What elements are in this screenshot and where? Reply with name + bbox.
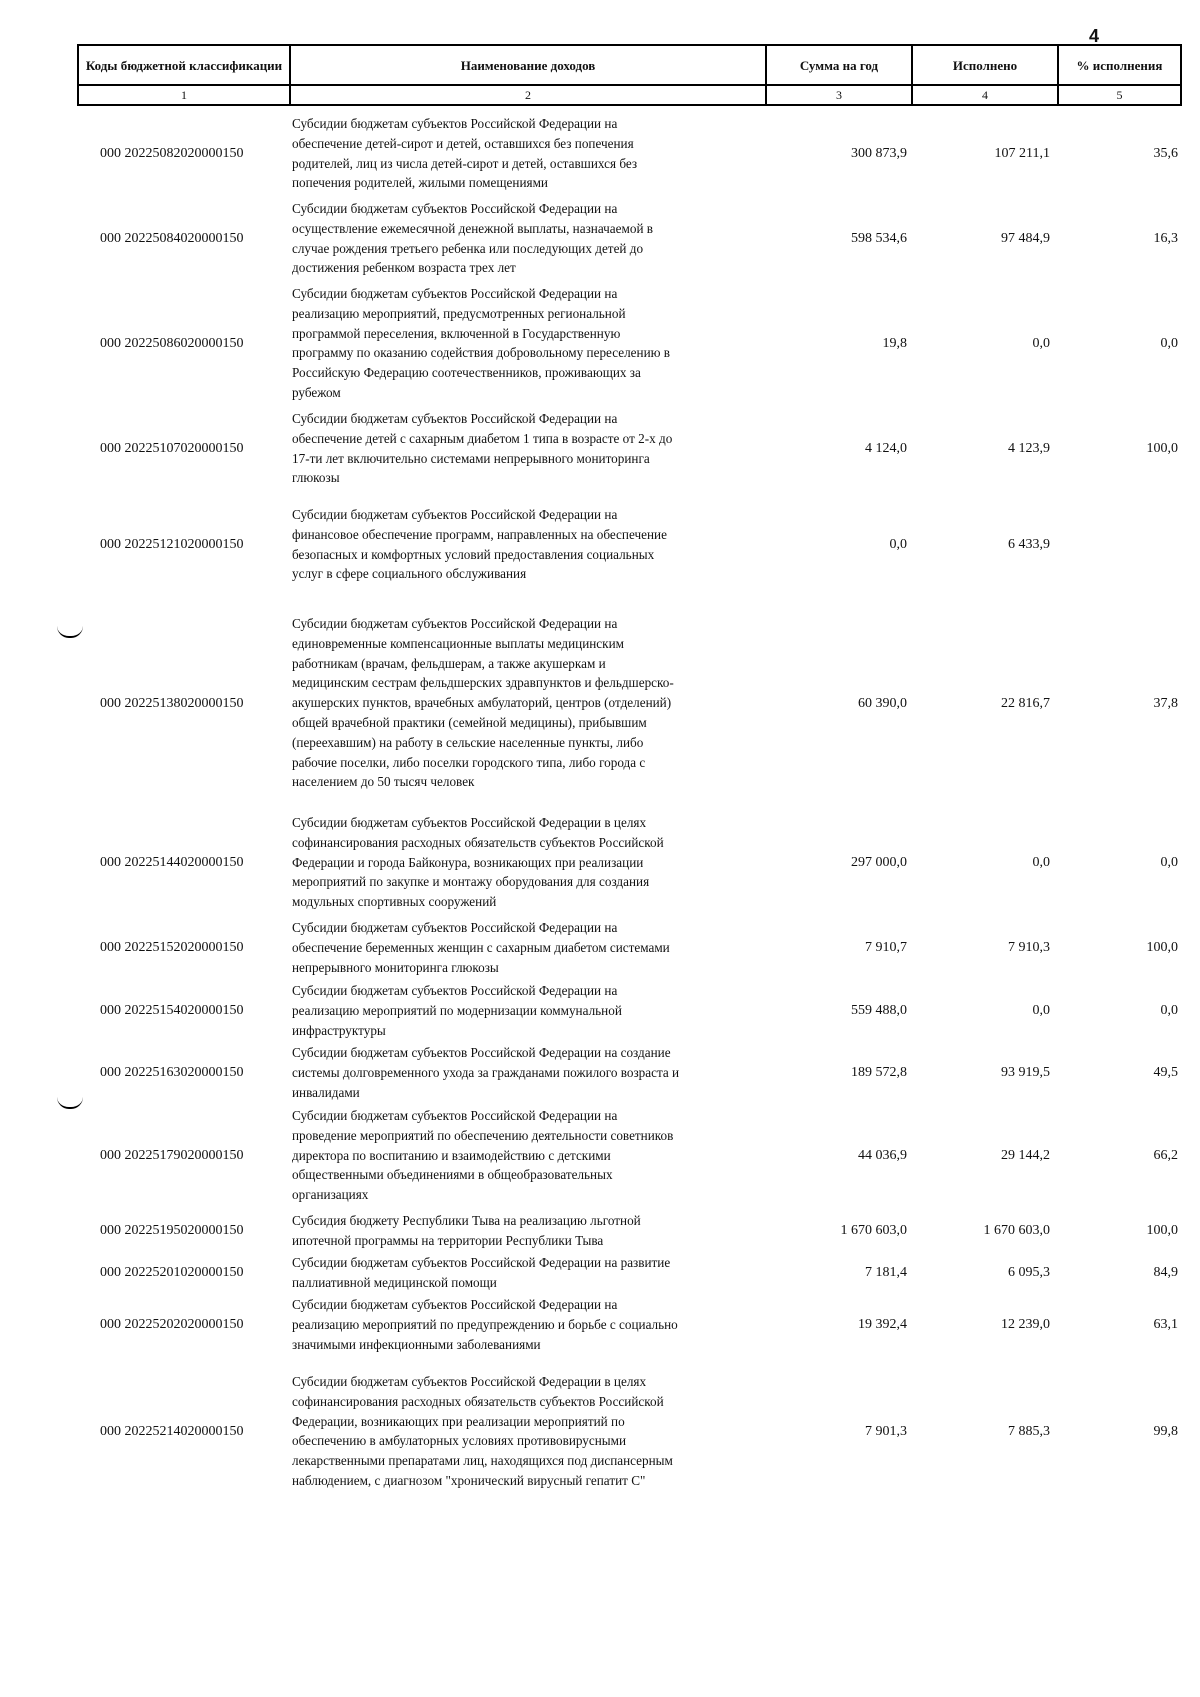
row-done: 0,0 [1032,855,1050,870]
header-num-4: 4 [912,85,1058,105]
header-num-1: 1 [78,85,290,105]
row-name: Субсидия бюджету Республики Тыва на реализацию льготной ипотечной программы на территории Республики Тыва [292,1213,641,1248]
table-row [0,981,1200,1041]
row-code: 000 20225121020000150 [100,537,244,552]
row-name: Субсидии бюджетам субъектов Российской Федерации на создание системы долговременного ухода за гражданами пожилого возраста и инвалидами [292,1045,680,1100]
row-name: Субсидии бюджетам субъектов Российской Федерации на осуществление ежемесячной денежной выплаты, назначаемой в случае рождения третьего ребенка или последующих детей до достижения ребенком возраста трех лет [292,201,654,276]
row-percent: 66,2 [1153,1148,1178,1163]
row-code: 000 20225154020000150 [100,1003,244,1018]
table-row [0,1043,1200,1103]
row-done: 107 211,1 [994,146,1050,161]
page-number: 4 [1089,26,1100,46]
table-row [0,614,1200,794]
row-percent: 99,8 [1153,1424,1178,1439]
row-percent: 49,5 [1153,1065,1178,1080]
row-done: 7 910,3 [1008,940,1050,955]
row-name: Субсидии бюджетам субъектов Российской Федерации на проведение мероприятий по обеспечению деятельности советников директора по воспитанию и взаимодействию с детскими общественными объединениями в общеобразовательных организациях [292,1108,674,1203]
row-code: 000 20225179020000150 [100,1148,244,1163]
row-done: 22 816,7 [1001,696,1050,711]
row-done: 7 885,3 [1008,1424,1050,1439]
row-name: Субсидии бюджетам субъектов Российской Федерации на обеспечение беременных женщин с сахарным диабетом системами непрерывного мониторинга глюкозы [292,920,670,975]
row-percent: 84,9 [1153,1265,1178,1280]
row-code: 000 20225152020000150 [100,940,244,955]
row-percent: 63,1 [1153,1317,1178,1332]
row-name: Субсидии бюджетам субъектов Российской Федерации на реализацию мероприятий, предусмотренных региональной программой переселения, включенной в Государственную программу по оказанию содействия добровольному переселению в Российскую Федерацию соотечественников, проживающих за рубежом [292,286,671,400]
row-done: 4 123,9 [1008,441,1050,456]
row-done: 29 144,2 [1001,1148,1050,1163]
row-percent: 35,6 [1153,146,1178,161]
row-done: 97 484,9 [1001,231,1050,246]
row-code: 000 20225214020000150 [100,1424,244,1439]
row-name: Субсидии бюджетам субъектов Российской Федерации на развитие паллиативной медицинской помощи [292,1255,671,1290]
row-plan: 189 572,8 [851,1065,907,1080]
row-done: 6 095,3 [1008,1265,1050,1280]
row-done: 0,0 [1032,336,1050,351]
row-done: 1 670 603,0 [983,1223,1050,1238]
row-percent: 0,0 [1160,1003,1178,1018]
table-row [0,1372,1200,1492]
table-row [0,409,1200,489]
row-code: 000 20225086020000150 [100,336,244,351]
row-plan: 7 901,3 [865,1424,907,1439]
row-percent: 100,0 [1146,940,1178,955]
row-plan: 19 392,4 [858,1317,907,1332]
header-name: Наименование доходов [290,45,766,85]
row-percent: 0,0 [1160,336,1178,351]
row-name: Субсидии бюджетам субъектов Российской Федерации на единовременные компенсационные выплаты медицинским работникам (врачам, фельдшерам, а также акушеркам и медицинским сестрам фельдшерских здравпунктов и фельдшерско- акушерских пунктов, врачебных амбулаторий, центров (отделений) общей врачебной практики (семейной медицины), прибывшим (переехавшим) на работу в сельские населенные пункты, либо рабочие поселки, либо поселки городского типа, либо города с населением до 50 тысяч человек [292,616,674,790]
header-done: Исполнено [912,45,1058,85]
row-done: 6 433,9 [1008,537,1050,552]
row-plan: 559 488,0 [851,1003,907,1018]
row-name: Субсидии бюджетам субъектов Российской Федерации на финансовое обеспечение программ, направленных на обеспечение безопасных и комфортных условий предоставления социальных услуг в сфере социального обслуживания [292,507,667,582]
row-percent: 0,0 [1160,855,1178,870]
row-plan: 0,0 [889,537,907,552]
row-name: Субсидии бюджетам субъектов Российской Федерации на реализацию мероприятий по модернизации коммунальной инфраструктуры [292,983,622,1038]
row-plan: 300 873,9 [851,146,907,161]
row-name: Субсидии бюджетам субъектов Российской Федерации в целях софинансирования расходных обязательств субъектов Российской Федерации и города Байконура, возникающих при реализации мероприятий по закупке и монтажу оборудования для создания модульных спортивных сооружений [292,815,664,910]
row-plan: 44 036,9 [858,1148,907,1163]
row-code: 000 20225201020000150 [100,1265,244,1280]
table-row [0,918,1200,978]
row-code: 000 20225138020000150 [100,696,244,711]
row-percent: 37,8 [1153,696,1178,711]
row-percent: 16,3 [1153,231,1178,246]
table-row [0,813,1200,913]
row-plan: 598 534,6 [851,231,907,246]
header-codes: Коды бюджетной классификации [78,45,290,85]
row-plan: 4 124,0 [865,441,907,456]
row-code: 000 20225195020000150 [100,1223,244,1238]
table-row [0,1106,1200,1206]
row-percent: 100,0 [1146,441,1178,456]
row-code: 000 20225163020000150 [100,1065,244,1080]
header-num-2: 2 [290,85,766,105]
header-num-3: 3 [766,85,912,105]
row-name: Субсидии бюджетам субъектов Российской Федерации на обеспечение детей-сирот и детей, оставшихся без попечения родителей, лиц из числа детей-сирот и детей, оставшихся без попечения родителей, жилыми помещениями [292,116,638,191]
row-code: 000 20225202020000150 [100,1317,244,1332]
row-done: 12 239,0 [1001,1317,1050,1332]
row-done: 0,0 [1032,1003,1050,1018]
header-num-5: 5 [1058,85,1181,105]
row-code: 000 20225107020000150 [100,441,244,456]
table-row [0,505,1200,585]
header-percent: % исполнения [1058,45,1181,85]
row-plan: 19,8 [882,336,907,351]
row-plan: 297 000,0 [851,855,907,870]
row-plan: 60 390,0 [858,696,907,711]
table-row [0,1253,1200,1293]
table-row [0,1211,1200,1251]
table-row [0,199,1200,279]
table-row [0,114,1200,194]
row-plan: 7 910,7 [865,940,907,955]
row-code: 000 20225082020000150 [100,146,244,161]
row-name: Субсидии бюджетам субъектов Российской Федерации в целях софинансирования расходных обязательств субъектов Российской Федерации, возникающих при реализации мероприятий по обеспечению в амбулаторных условиях противовирусными лекарственными препаратами лиц, находящихся под диспансерным наблюдением, с диагнозом "хронический вирусный гепатит С" [292,1374,673,1488]
row-name: Субсидии бюджетам субъектов Российской Федерации на реализацию мероприятий по предупреждению и борьбе с социально значимыми инфекционными заболеваниями [292,1297,678,1352]
row-percent: 100,0 [1146,1223,1178,1238]
table-row [0,284,1200,404]
row-code: 000 20225084020000150 [100,231,244,246]
row-done: 93 919,5 [1001,1065,1050,1080]
header-plan: Сумма на год [766,45,912,85]
table-row [0,1295,1200,1355]
row-name: Субсидии бюджетам субъектов Российской Федерации на обеспечение детей с сахарным диабетом 1 типа в возрасте от 2-х до 17-ти лет включительно системами непрерывного мониторинга глюкозы [292,411,673,486]
row-plan: 1 670 603,0 [840,1223,907,1238]
row-plan: 7 181,4 [865,1265,907,1280]
row-code: 000 20225144020000150 [100,855,244,870]
